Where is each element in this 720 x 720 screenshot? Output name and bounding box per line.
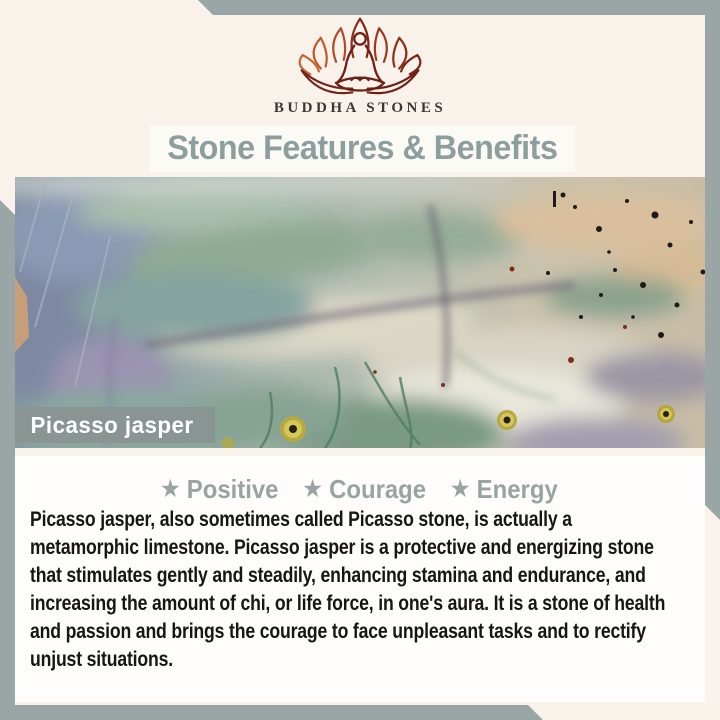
star-icon: ★ [161,476,180,501]
stone-photo [15,177,705,448]
trait-courage [304,474,427,504]
description-line: that stimulates gently and steadily, enhancing stamina and endurance, and [30,564,646,587]
trait-positive [162,474,279,504]
stone-caption-badge [15,407,215,443]
stone-description [30,506,720,674]
page-title: Stone Features & Benefits [167,129,558,167]
stone-caption: Picasso jasper [30,412,194,438]
trait-label: Positive [187,474,279,504]
description-line: and passion and brings the courage to face unpleasant tasks and to rectify [30,620,646,643]
trait-label: Energy [477,474,559,504]
description-line: unjust situations. [30,648,174,671]
star-icon: ★ [304,476,323,501]
description-line: metamorphic limestone. Picasso jasper is a protective and energizing stone [30,536,654,559]
title-banner [150,125,575,172]
trait-label: Courage [329,474,427,504]
brand-name: BUDDHA STONES [273,100,447,116]
lotus-meditation-icon [290,14,430,102]
star-icon: ★ [451,476,470,501]
description-line: Picasso jasper, also sometimes called Picasso stone, is actually a [30,508,572,531]
trait-energy [452,474,559,504]
description-line: increasing the amount of chi, or life force, in one's aura. It is a stone of health [30,592,666,615]
brand-logo [0,14,720,107]
